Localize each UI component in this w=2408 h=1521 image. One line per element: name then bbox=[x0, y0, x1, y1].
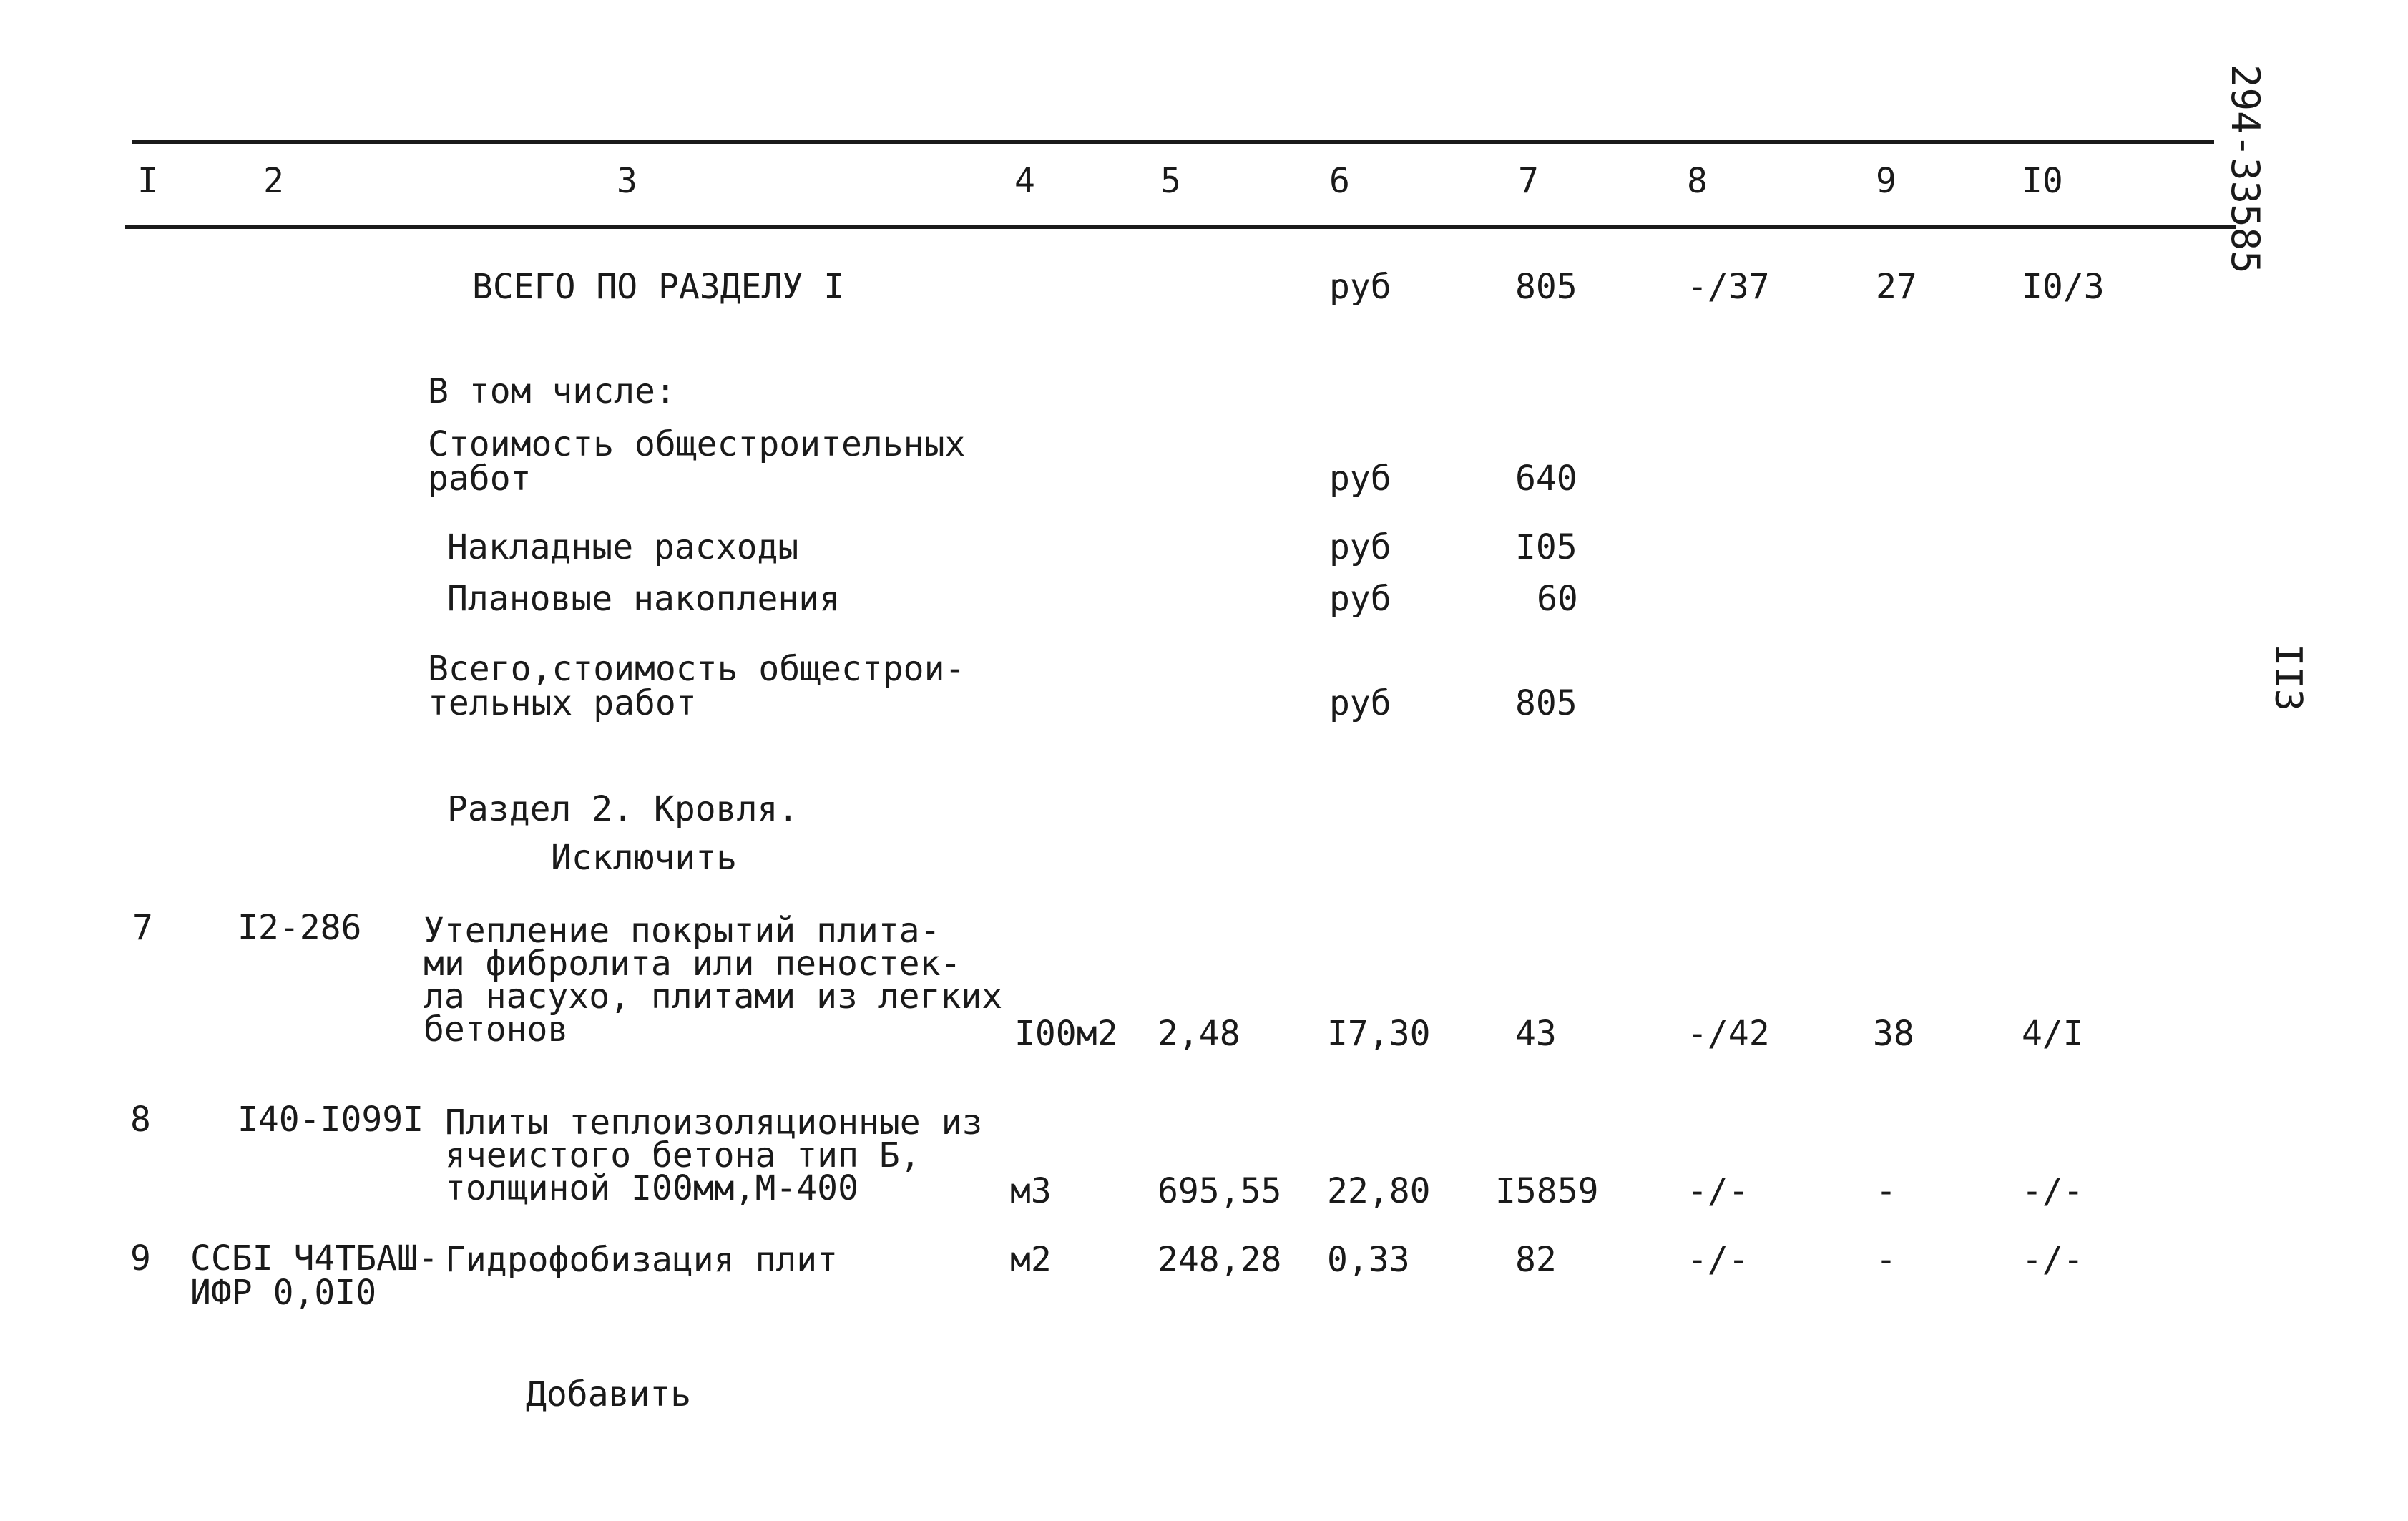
row-description-line: ми фибролита или пеностек- bbox=[424, 944, 961, 984]
header-col-3: 3 bbox=[617, 161, 637, 201]
savings-value: 60 bbox=[1537, 579, 1578, 619]
row-code: ССБI Ч4ТБАШ- bbox=[190, 1238, 439, 1278]
row-total: 43 bbox=[1515, 1014, 1557, 1054]
total-general-value: 805 bbox=[1515, 683, 1577, 723]
total-general-label-1: Всего,стоимость общестрои- bbox=[428, 649, 966, 689]
overhead-unit: руб bbox=[1329, 527, 1391, 567]
header-col-2: 2 bbox=[263, 161, 284, 201]
header-col-8: 8 bbox=[1687, 161, 1708, 201]
row-number: 7 bbox=[132, 908, 153, 948]
row-description-line: Гидрофобизация плит bbox=[445, 1240, 838, 1280]
row-price: 0,33 bbox=[1327, 1240, 1410, 1280]
total-section-c10: I0/3 bbox=[2022, 267, 2105, 307]
row-number: 9 bbox=[130, 1238, 151, 1278]
row-unit: м3 bbox=[1010, 1171, 1052, 1211]
overhead-label: Накладные расходы bbox=[447, 527, 799, 567]
total-section-label: ВСЕГО ПО РАЗДЕЛУ I bbox=[472, 267, 845, 307]
total-section-unit: руб bbox=[1329, 267, 1391, 307]
row-price: 22,80 bbox=[1327, 1171, 1431, 1211]
row-description-line: Утепление покрытий плита- bbox=[424, 911, 941, 951]
general-works-label-2: работ bbox=[428, 459, 532, 499]
row-quantity: 2,48 bbox=[1157, 1014, 1240, 1054]
row-description-line: Плиты теплоизоляционные из bbox=[445, 1102, 983, 1143]
row-col-8: -/- bbox=[1687, 1171, 1749, 1211]
row-quantity: 695,55 bbox=[1157, 1171, 1282, 1211]
general-works-label-1: Стоимость общестроительных bbox=[428, 424, 966, 464]
row-col-9: - bbox=[1876, 1240, 1896, 1280]
page-number: II3 bbox=[2266, 644, 2309, 711]
row-description-line: толщиной I00мм,М-400 bbox=[445, 1168, 858, 1208]
top-rule bbox=[132, 140, 2214, 144]
total-section-c8: -/37 bbox=[1687, 267, 1770, 307]
overhead-value: I05 bbox=[1515, 527, 1577, 567]
row-quantity: 248,28 bbox=[1157, 1240, 1282, 1280]
row-col-8: -/42 bbox=[1687, 1014, 1770, 1054]
header-col-5: 5 bbox=[1160, 161, 1181, 201]
row-description-line: бетонов bbox=[424, 1009, 569, 1050]
row-code: I2-286 bbox=[238, 908, 362, 948]
row-description-line: ячеистого бетона тип Б, bbox=[445, 1135, 921, 1175]
row-unit: I00м2 bbox=[1014, 1014, 1118, 1054]
row-total: 82 bbox=[1515, 1240, 1557, 1280]
row-col-10: -/- bbox=[2022, 1171, 2084, 1211]
section-title: Раздел 2. Кровля. bbox=[447, 789, 799, 829]
total-section-c9: 27 bbox=[1876, 267, 1917, 307]
add-label: Добавить bbox=[526, 1374, 692, 1414]
row-total: I5859 bbox=[1495, 1171, 1599, 1211]
row-description-line: ла насухо, плитами из легких bbox=[424, 977, 1003, 1017]
row-col-10: -/- bbox=[2022, 1240, 2084, 1280]
header-col-1: I bbox=[137, 161, 158, 201]
exclude-label: Исключить bbox=[551, 838, 738, 878]
document-code: 294-33585 bbox=[2223, 64, 2268, 274]
header-col-9: 9 bbox=[1876, 161, 1896, 201]
general-works-unit: руб bbox=[1329, 459, 1391, 499]
general-works-value: 640 bbox=[1515, 459, 1577, 499]
header-col-7: 7 bbox=[1518, 161, 1539, 201]
savings-label: Плановые накопления bbox=[447, 579, 841, 619]
header-col-6: 6 bbox=[1329, 161, 1350, 201]
row-number: 8 bbox=[130, 1100, 151, 1140]
total-general-unit: руб bbox=[1329, 683, 1391, 723]
total-general-label-2: тельных работ bbox=[428, 683, 697, 723]
row-col-10: 4/I bbox=[2022, 1014, 2084, 1054]
row-code: I40-I099I bbox=[238, 1100, 424, 1140]
header-bottom-rule bbox=[125, 225, 2236, 229]
savings-unit: руб bbox=[1329, 579, 1391, 619]
row-unit: м2 bbox=[1010, 1240, 1052, 1280]
row-code-line-2: ИФР 0,0I0 bbox=[190, 1273, 377, 1313]
header-col-4: 4 bbox=[1014, 161, 1035, 201]
row-col-9: - bbox=[1876, 1171, 1896, 1211]
header-col-10: I0 bbox=[2022, 161, 2063, 201]
total-section-c7: 805 bbox=[1515, 267, 1577, 307]
including-heading: В том числе: bbox=[428, 371, 676, 411]
row-price: I7,30 bbox=[1327, 1014, 1431, 1054]
row-col-8: -/- bbox=[1687, 1240, 1749, 1280]
row-col-9: 38 bbox=[1873, 1014, 1914, 1054]
